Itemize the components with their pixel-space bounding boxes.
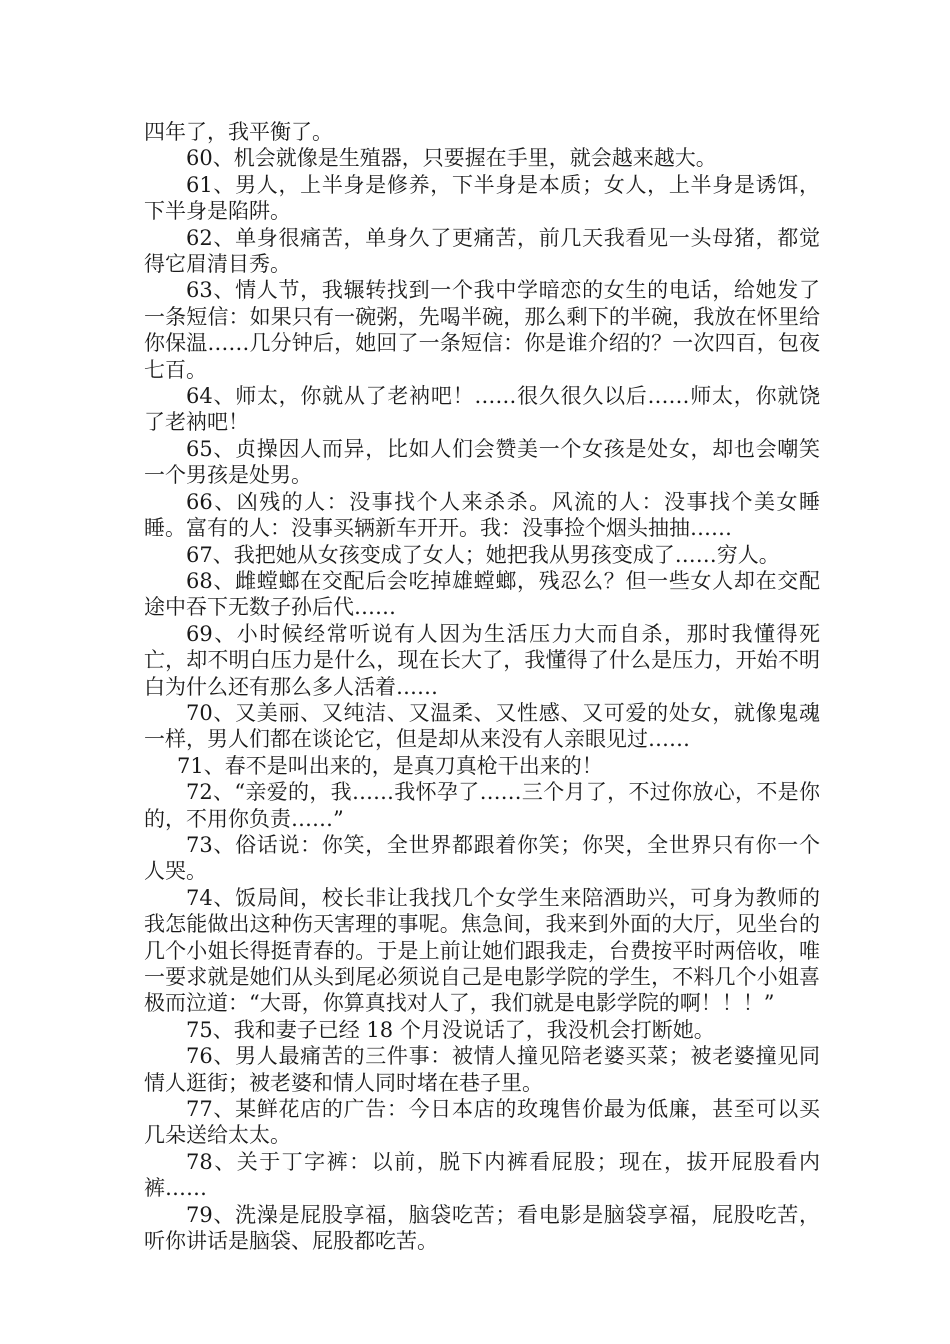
paragraph-73: 73、俗话说：你笑，全世界都跟着你笑；你哭，全世界只有你一个人哭。 bbox=[144, 832, 820, 884]
paragraph-69: 69、小时候经常听说有人因为生活压力大而自杀，那时我懂得死亡，却不明白压力是什么，现在长大了，我懂得了什么是压力，开始不明白为什么还有那么多人活着…… bbox=[144, 621, 820, 699]
paragraph-77: 77、某鲜花店的广告：今日本店的玫瑰售价最为低廉，甚至可以买几朵送给太太。 bbox=[144, 1097, 820, 1148]
paragraph-79: 79、洗澡是屁股享福，脑袋吃苦；看电影是脑袋享福，屁股吃苦，听你讲话是脑袋、屁股都吃苦。 bbox=[144, 1202, 820, 1254]
paragraph-62: 62、单身很痛苦，单身久了更痛苦，前几天我看见一头母猪，都觉得它眉清目秀。 bbox=[144, 225, 820, 277]
paragraph-61: 61、男人，上半身是修养，下半身是本质；女人，上半身是诱饵，下半身是陷阱。 bbox=[144, 172, 820, 224]
paragraph-63: 63、情人节，我辗转找到一个我中学暗恋的女生的电话，给她发了一条短信：如果只有一碗粥，先喝半碗，那么剩下的半碗，我放在怀里给你保温……几分钟后，她回了一条短信：你是谁介绍的？一次四百，包夜七百。 bbox=[144, 278, 820, 382]
paragraph-64: 64、师太，你就从了老衲吧！……很久很久以后……师太，你就饶了老衲吧！ bbox=[144, 384, 820, 435]
paragraph-72: 72、“亲爱的，我……我怀孕了……三个月了，不过你放心，不是你的，不用你负责……” bbox=[144, 780, 820, 831]
paragraph-71: 71、春不是叫出来的，是真刀真枪干出来的！ bbox=[177, 753, 603, 778]
paragraph-65: 65、贞操因人而异，比如人们会赞美一个女孩是处女，却也会嘲笑一个男孩是处男。 bbox=[144, 436, 820, 488]
document-body bbox=[144, 119, 820, 1254]
paragraph-75: 75、我和妻子已经 18 个月没说话了，我没机会打断她。 bbox=[186, 1017, 715, 1042]
paragraph-78: 78、关于丁字裤：以前，脱下内裤看屁股；现在，拔开屁股看内裤…… bbox=[144, 1149, 820, 1201]
paragraph-74: 74、饭局间，校长非让我找几个女学生来陪酒助兴，可身为教师的我怎能做出这种伤天害理的事呢。焦急间，我来到外面的大厅，见坐台的几个小姐长得挺青春的。于是上前让她们跟我走，台费按平时两倍收，唯一要求就是她们从头到尾必须说自己是电影学院的学生，不料几个小姐喜极而泣道：“大哥，你算真找对人了，我们就是电影学院的啊！！！” bbox=[144, 885, 820, 1016]
paragraph-76: 76、男人最痛苦的三件事：被情人撞见陪老婆买菜；被老婆撞见同情人逛街；被老婆和情人同时堵在巷子里。 bbox=[144, 1044, 820, 1095]
paragraph-66: 66、凶残的人：没事找个人来杀杀。风流的人：没事找个美女睡睡。富有的人：没事买辆新车开开。我：没事捡个烟头抽抽…… bbox=[144, 489, 820, 541]
paragraph-68: 68、雌螳螂在交配后会吃掉雄螳螂，残忍么？但一些女人却在交配途中吞下无数子孙后代…… bbox=[144, 568, 820, 620]
paragraph-60: 60、机会就像是生殖器，只要握在手里，就会越来越大。 bbox=[186, 146, 717, 171]
paragraph-70: 70、又美丽、又纯洁、又温柔、又性感、又可爱的处女，就像鬼魂一样，男人们都在谈论它，但是却从来没有人亲眼见过…… bbox=[144, 700, 820, 752]
paragraph-67: 67、我把她从女孩变成了女人；她把我从男孩变成了……穷人。 bbox=[186, 542, 780, 567]
paragraph-continuation: 四年了，我平衡了。 bbox=[144, 120, 333, 144]
